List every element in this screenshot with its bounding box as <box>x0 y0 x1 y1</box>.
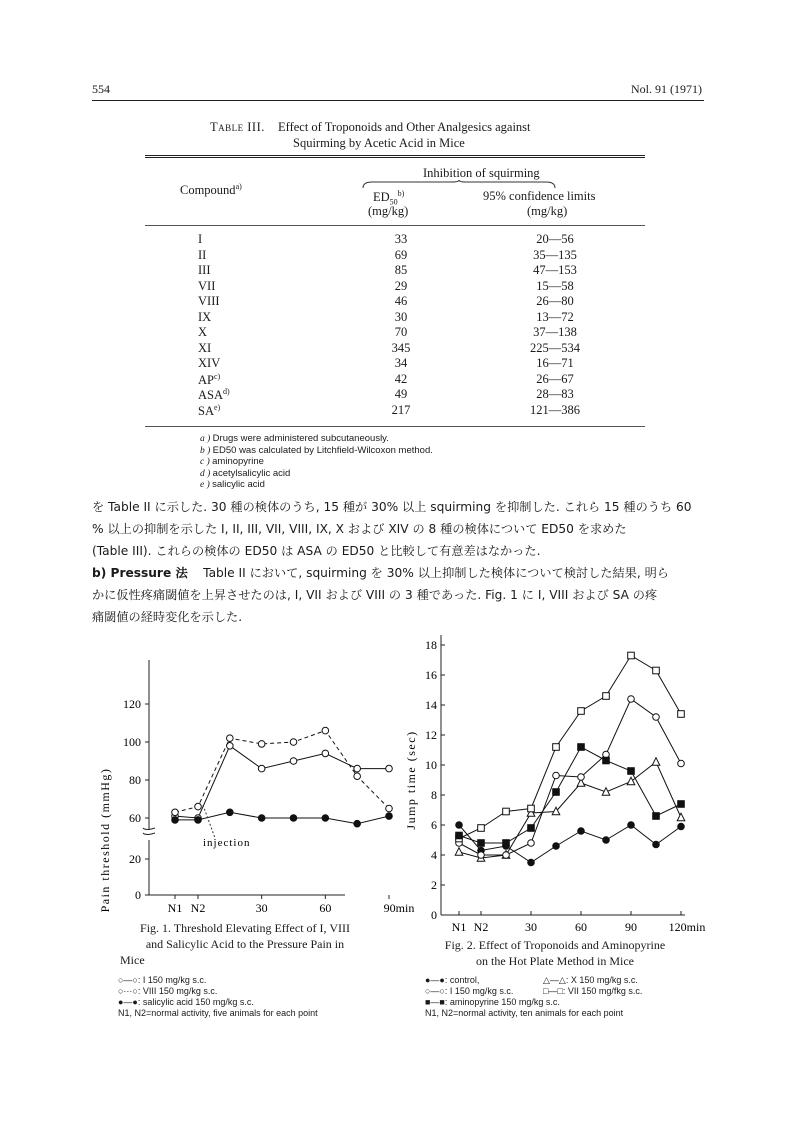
fig2-ytick-label: 0 <box>431 908 437 922</box>
fig2-data-point <box>456 822 463 829</box>
table-title-line1: Effect of Troponoids and Other Analgesics against <box>278 120 531 134</box>
fig2-ytick-label: 16 <box>425 668 437 682</box>
fig2-xtick-label: 120min <box>668 920 706 934</box>
fig2-data-point <box>678 711 685 718</box>
table-bottom-rule <box>145 426 645 427</box>
table-top-rule <box>145 155 645 156</box>
fig2-data-point <box>653 813 660 820</box>
fig1-axis-break <box>143 828 155 835</box>
fig2-caption-line2: on the Hot Plate Method in Mice <box>476 954 634 968</box>
table-cell-compound: XIV <box>198 356 221 370</box>
fig2-data-point <box>553 772 560 779</box>
fig2-caption-line1: Fig. 2. Effect of Troponoids and Aminopyrine <box>444 938 666 952</box>
fig2-data-point <box>528 805 535 812</box>
body-line-6: 痛閾値の経時変化を示した. <box>92 610 243 624</box>
fig2-data-point <box>628 822 635 829</box>
fig1-caption-line2: and Salicylic Acid to the Pressure Pain in <box>145 937 345 951</box>
fig2-data-point <box>653 841 660 848</box>
fig2-series-2 <box>455 758 685 862</box>
table-cell-compound: IX <box>198 309 212 324</box>
fig2-data-point <box>652 758 660 766</box>
fig2-data-point <box>678 823 685 830</box>
fig1-legend-1: ○—○: I 150 mg/kg s.c. <box>118 975 207 985</box>
fig2-ylabel: Jump time (sec) <box>404 730 418 830</box>
table-cell-ci: 13—72 <box>536 309 574 324</box>
body-line-1: を Table II に示した. 30 種の検体のうち, 15 種が 30% 以上 squirming を抑制した. これら 15 種のうち 60 <box>92 500 692 514</box>
fig1-data-point <box>195 817 202 824</box>
fig2-series-line <box>459 656 681 839</box>
fig2-data-point <box>578 708 585 715</box>
table-title-line2: Squirming by Acetic Acid in Mice <box>293 136 465 150</box>
table-cell-ci: 26—67 <box>536 371 574 386</box>
fig1-xtick-label: N1 <box>167 901 183 915</box>
table-cell-ed50: 33 <box>394 232 408 246</box>
fig1-legend-2: ○···○: VIII 150 mg/kg s.c. <box>118 986 218 996</box>
fig1-ytick-label: 60 <box>129 811 141 825</box>
table-cell-ci: 20—56 <box>536 232 574 246</box>
figure-2-chart <box>395 635 706 935</box>
fig2-series-3 <box>456 696 685 859</box>
table-cell-ed50: 69 <box>394 247 408 262</box>
fig2-data-point <box>603 757 610 764</box>
fig2-data-point <box>628 768 635 775</box>
fig2-data-point <box>528 840 535 847</box>
fig2-caption <box>410 937 700 969</box>
fig1-data-point <box>290 815 297 822</box>
fig1-data-point <box>354 773 361 780</box>
fig1-data-point <box>258 765 265 772</box>
fig2-data-point <box>478 852 485 859</box>
page-number: 554 <box>92 82 110 96</box>
table-footnote: a ) Drugs were administered subcutaneously. <box>200 433 389 444</box>
table-cell-ed50: 217 <box>391 402 411 417</box>
table-title <box>210 119 531 135</box>
fig1-series-line <box>175 746 389 818</box>
table-cell-compound: III <box>198 263 211 277</box>
table-cell-ed50: 345 <box>391 340 411 355</box>
fig2-ytick-label: 4 <box>431 848 437 862</box>
fig2-data-point <box>553 843 560 850</box>
fig1-data-point <box>227 809 234 816</box>
fig1-data-point <box>258 741 265 748</box>
table-cell-ci: 47—153 <box>533 263 577 277</box>
table-footnote: d ) acetylsalicylic acid <box>200 467 291 479</box>
fig2-ytick-label: 8 <box>431 788 437 802</box>
fig2-ytick-label: 14 <box>425 698 437 712</box>
fig2-data-point <box>678 801 685 808</box>
fig2-ytick-label: 12 <box>425 728 437 742</box>
fig2-data-point <box>456 832 463 839</box>
fig2-ytick-label: 6 <box>431 818 437 832</box>
fig2-data-point <box>553 744 560 751</box>
body-line-4: b) Pressure 法 Table II において, squirming を 30% 以上抑制した検体について検討した結果, 明ら <box>92 566 669 580</box>
fig2-legend-4: □—□: VII 150 mg/fkg s.c. <box>543 986 643 996</box>
table-footnote: c ) aminopyrine <box>200 456 264 467</box>
fig2-data-point <box>503 840 510 847</box>
fig1-data-point <box>172 817 179 824</box>
table-footnote: e ) salicylic acid <box>200 479 265 490</box>
fig2-series-1 <box>456 822 685 866</box>
fig2-data-point <box>455 848 463 856</box>
table-cell-ed50: 70 <box>394 325 408 339</box>
fig2-data-point <box>677 813 685 821</box>
fig1-data-point <box>258 815 265 822</box>
table-cell-compound: XI <box>198 340 212 355</box>
fig1-series-3 <box>172 809 393 827</box>
table-cell-ci: 16—71 <box>536 356 574 370</box>
table-cell-compound: X <box>198 325 208 339</box>
fig2-data-point <box>653 667 660 674</box>
table-cell-compound: I <box>198 232 203 246</box>
fig1-ytick-label: 80 <box>129 773 141 787</box>
fig1-ytick-label: 100 <box>123 735 141 749</box>
fig2-data-point <box>478 840 485 847</box>
table-cell-ed50: 85 <box>394 263 408 277</box>
fig1-data-point <box>227 735 234 742</box>
fig2-ytick-label: 10 <box>425 758 437 772</box>
table-cell-ci: 26—80 <box>536 294 574 308</box>
fig2-data-point <box>628 696 635 703</box>
fig2-data-point <box>603 837 610 844</box>
table-cell-compound: VIII <box>198 294 220 308</box>
fig1-xtick-label: 90min <box>383 901 415 915</box>
fig2-data-point <box>528 859 535 866</box>
fig1-data-point <box>386 765 393 772</box>
fig1-caption-line1: Fig. 1. Threshold Elevating Effect of I, VIII <box>140 921 350 935</box>
fig1-data-point <box>386 813 393 820</box>
fig1-injection-pointer <box>203 805 215 838</box>
table-label: Table III. <box>210 120 265 134</box>
fig2-legend-6: N1, N2=normal activity, ten animals for each point <box>425 1008 624 1018</box>
fig2-legend-2: △—△: X 150 mg/kg s.c. <box>543 975 638 985</box>
fig2-data-point <box>528 825 535 832</box>
fig2-legend-1: ●—●: control, <box>425 975 480 985</box>
journal-citation: Nol. 91 (1971) <box>631 82 702 96</box>
fig1-xtick-label: 60 <box>319 901 332 915</box>
fig1-ytick-label: 0 <box>135 888 141 902</box>
table-cell-ed50: 30 <box>394 309 408 324</box>
header-rule <box>92 100 704 101</box>
fig2-series-line <box>459 699 681 855</box>
fig2-ytick-label: 2 <box>431 878 437 892</box>
body-line-2: % 以上の抑制を示した I, II, III, VII, VIII, IX, X および XIV の 8 種の検体について ED50 を求めた <box>92 522 627 536</box>
table-cell-ci: 35—135 <box>533 247 577 262</box>
group-header: Inhibition of squirming <box>423 166 540 180</box>
table-cell-compound: II <box>198 247 207 262</box>
fig1-data-point <box>386 805 393 812</box>
fig2-xtick-label: N2 <box>473 920 489 934</box>
fig1-data-point <box>354 765 361 772</box>
fig1-data-point <box>290 739 297 746</box>
table-cell-compound: SA$^{e)}$ <box>198 402 221 418</box>
fig2-data-point <box>578 744 585 751</box>
col-ed50-unit: (mg/kg) <box>368 204 409 218</box>
table-cell-compound: AP$^{c)}$ <box>198 371 221 387</box>
fig1-ylabel: Pain threshold (mmHg) <box>98 767 112 913</box>
table-top-rule-2 <box>145 157 645 158</box>
table-cell-ed50: 29 <box>394 278 408 293</box>
fig1-injection-annotation: injection <box>203 837 251 849</box>
table-cell-ci: 37—138 <box>533 325 577 339</box>
fig1-ytick-label: 120 <box>123 697 141 711</box>
fig2-data-point <box>628 652 635 659</box>
table-cell-ed50: 49 <box>394 387 408 401</box>
fig2-data-point <box>478 825 485 832</box>
col-ci: 95% confidence limits <box>483 189 596 203</box>
fig2-xtick-label: 60 <box>575 920 587 934</box>
fig1-data-point <box>322 750 329 757</box>
fig1-caption <box>100 920 390 968</box>
col-ci-unit: (mg/kg) <box>527 204 568 218</box>
table-cell-ed50: 34 <box>394 356 408 370</box>
table-cell-compound: VII <box>198 278 216 293</box>
table-cell-compound: ASA$^{d)}$ <box>198 387 230 403</box>
fig1-data-point <box>290 758 297 765</box>
table-header-rule <box>145 225 645 226</box>
fig2-data-point <box>627 777 635 785</box>
fig1-xtick-label: N2 <box>190 901 206 915</box>
fig2-xtick-label: N1 <box>451 920 467 934</box>
fig2-data-point <box>553 789 560 796</box>
fig1-caption-line3: Mice <box>120 953 145 967</box>
fig2-xtick-label: 90 <box>625 920 637 934</box>
table-cell-ci: 225—534 <box>530 340 580 355</box>
fig2-series-4 <box>456 652 685 842</box>
fig1-xtick-label: 30 <box>255 901 268 915</box>
fig1-data-point <box>322 727 329 734</box>
col-ed50: $ED_{50}^{b)}$ <box>373 189 405 207</box>
fig2-legend-3: ○—○: I 150 mg/kg s.c. <box>425 986 514 996</box>
fig1-legend-3: ●—●: salicylic acid 150 mg/kg s.c. <box>118 997 254 1007</box>
fig2-ytick-label: 18 <box>425 638 437 652</box>
fig1-data-point <box>172 809 179 816</box>
table-cell-ed50: 42 <box>394 371 408 386</box>
body-line-3: (Table III). これらの検体の ED50 は ASA の ED50 と比較して有意差はなかった. <box>92 544 541 558</box>
fig1-data-point <box>195 803 202 810</box>
fig2-data-point <box>678 760 685 767</box>
fig2-data-point <box>578 774 585 781</box>
fig2-data-point <box>578 828 585 835</box>
fig2-data-point <box>603 693 610 700</box>
table-cell-ed50: 46 <box>394 294 408 308</box>
col-compound: Compound$^{a)}$ <box>180 182 242 198</box>
fig2-xtick-label: 30 <box>525 920 537 934</box>
table-footnote: b ) ED50 was calculated by Litchfield-Wilcoxon method. <box>200 444 433 456</box>
fig2-legend-5: ■—■: aminopyrine 150 mg/kg s.c. <box>425 997 560 1007</box>
table-cell-ci: 28—83 <box>536 387 574 401</box>
table-cell-ci: 15—58 <box>536 278 574 293</box>
fig2-data-point <box>503 808 510 815</box>
fig1-ytick-label: 20 <box>129 852 141 866</box>
fig2-data-point <box>653 714 660 721</box>
section-heading: b) Pressure 法 <box>92 566 188 580</box>
fig1-data-point <box>354 820 361 827</box>
fig1-legend-4: N1, N2=normal activity, five animals for each point <box>118 1008 318 1018</box>
body-line-5: かに仮性疼痛閾値を上昇させたのは, I, VII および VIII の 3 種であった. Fig. 1 に I, VIII および SA の疼 <box>92 588 658 602</box>
fig2-data-point <box>503 852 510 859</box>
fig1-data-point <box>322 815 329 822</box>
table-cell-ci: 121—386 <box>530 402 580 417</box>
